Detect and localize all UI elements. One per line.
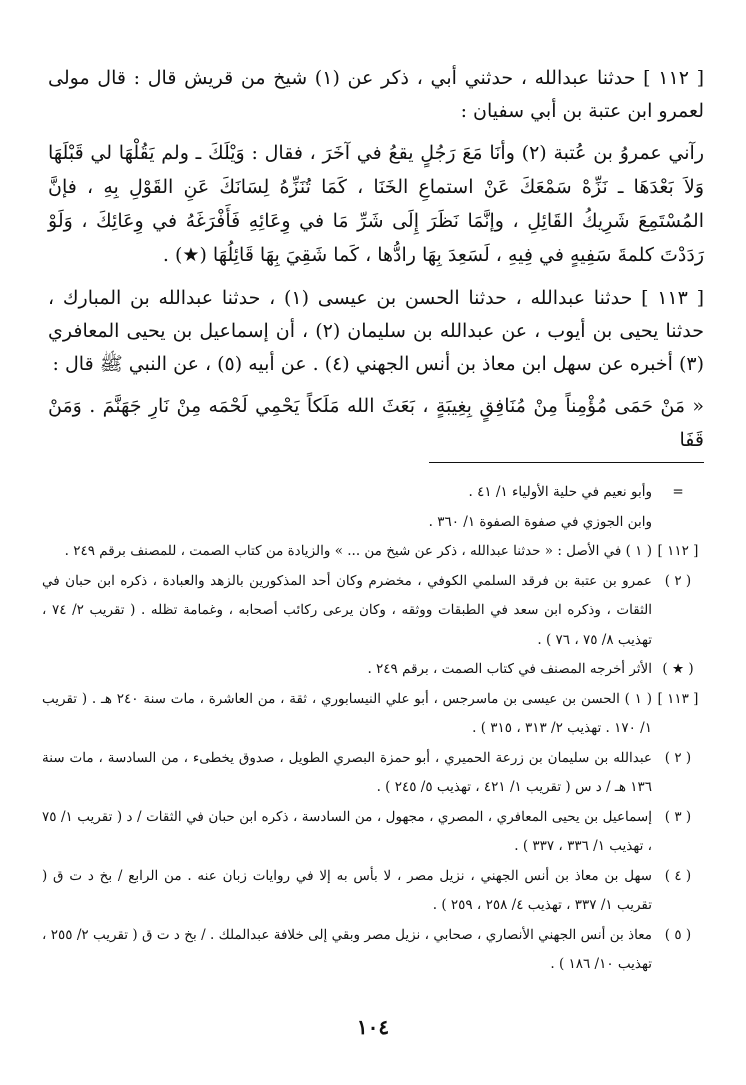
footnote-ref: ( ٤ ) <box>664 867 692 884</box>
narration-113: [ ١١٣ ] حدثنا عبدالله ، حدثنا الحسن بن عيسى (١) ، حدثنا عبدالله بن المبارك ، حدثنا يحيى بن أيوب ، عن عبدالله بن سليمان (٢) ، أن إسماعيل بن يحيى المعافري (٣) أخبره عن سهل ابن معاذ بن أنس الجهني (٤) . عن أبيه (٥) ، عن النبي ﷺ قال : <box>48 287 705 375</box>
footnote-ref: [ ١١٣ ] <box>657 690 699 707</box>
footnote-text: سهل بن معاذ بن أنس الجهني ، نزيل مصر ، لا بأس به إلا في روايات زبان عنه . من الرابع / بخ د ت ق ( تقريب ١/ ٣٣٧ ، تهذيب ٤/ ٢٥٨ ، ٢٥٩ ) . <box>42 867 652 913</box>
hadith-113: « مَنْ حَمَى مُؤْمِناً مِنْ مُنَافِقٍ بِغِيبَةٍ ، بَعَثَ الله مَلَكاً يَحْمِي لَحْمَه مِنْ نَارِ جَهَنَّمَ . وَمَنْ قَفَا <box>48 395 704 451</box>
footnote <box>42 744 704 803</box>
footnote <box>42 655 704 685</box>
footnotes <box>42 478 704 980</box>
footnote-ref: ( ٢ ) <box>664 749 692 766</box>
quote-112: رآني عمروُ بن عُتبة (٢) وأنَا مَعَ رَجُلٍ يقعُ في آخَرَ ، فقال : وَيْلَكَ ـ ولم يَقُلْهَا لي قَبْلَهَا وَلاَ بَعْدَهَا ـ نَزِّهْ سَمْعَكَ عَنْ استماعِ الخَنَا ، كَمَا تُنَزِّهُ لِسَانَكَ عَنِ القَوْلِ بِهِ ، فإنَّ المُسْتَمِعَ شَرِيكُ القَائِلِ ، وإنَّمَا نَظَرَ إِلَى شَرِّ مَا في وِعَائِهِ فَأَفْرَغَهُ في وِعَائِكَ ، وَلَوْ رَدَدْتَ كلمةَ سَفِيهٍ في فِيهِ ، لَسَعِدَ بِهَا رادُّها ، كَما شَقِيَ بِهَا قَائِلُهَا (★) . <box>48 142 705 266</box>
page-number: ١٠٤ <box>356 1015 390 1039</box>
footnote-text: إسماعيل بن يحيى المعافري ، المصري ، مجهول ، من السادسة ، ذكره ابن حبان في الثقات / د ( تقريب ١/ ٧٥ ، تهذيب ١/ ٣٣٦ ، ٣٣٧ ) . <box>42 808 652 854</box>
footnote-text: معاذ بن أنس الجهني الأنصاري ، صحابي ، نزيل مصر وبقي إلى خلافة عبدالملك . / بخ د ت ق ( تقريب ٢/ ٢٥٥ ، تهذيب ١٠/ ١٨٦ ) . <box>42 926 652 972</box>
footnote <box>42 508 704 538</box>
footnote <box>42 685 704 744</box>
footnote-ref: ( ٢ ) <box>664 572 692 589</box>
footnote-text: الأثر أخرجه المصنف في كتاب الصمت ، برقم ٢٤٩ . <box>367 661 652 677</box>
footnote-ref: = <box>672 484 684 500</box>
footnote-text: ( ١ ) الحسن بن عيسى بن ماسرجس ، أبو علي النيسابوري ، ثقة ، من العاشرة ، مات سنة ٢٤٠ هـ . ( تقريب ١/ ١٧٠ . تهذيب ٢/ ٣١٣ ، ٣١٥ ) . <box>42 690 652 736</box>
narration-112: [ ١١٢ ] حدثنا عبدالله ، حدثني أبي ، ذكر عن (١) شيخ من قريش قال : قال مولى لعمرو ابن عتبة بن أبي سفيان : <box>48 67 705 122</box>
footnote-text: ( ١ ) في الأصل : « حدثنا عبدالله ، ذكر عن شيخ من ... » والزيادة من كتاب الصمت ، للمصنف برقم ٢٤٩ . <box>64 543 652 559</box>
footnote-text: عبدالله بن سليمان بن زرعة الحميري ، أبو حمزة البصري الطويل ، صدوق يخطىء ، من السادسة ، مات سنة ١٣٦ هـ / د س ( تقريب ١/ ٤٢١ ، تهذيب ٥/ ٢٤٥ ) . <box>42 749 652 795</box>
footnote <box>42 803 704 862</box>
footnote-text: عمرو بن عتبة بن فرقد السلمي الكوفي ، مخضرم وكان أحد المذكورين بالزهد والعبادة ، ذكره ابن حبان في الثقات ، وذكره ابن سعد في الطبقات ووثقه ، وكان يرعى ركائب أصحابه ، وغمامة تظله . ( تقريب ٢/ ٧٤ ، تهذيب ٨/ ٧٥ ، ٧٦ ) . <box>42 572 653 648</box>
footnote-ref: [ ١١٢ ] <box>657 543 699 559</box>
footnote-text: وأبو نعيم في حلية الأولياء ١/ ٤١ . <box>468 484 652 500</box>
footnote-ref: ( ٣ ) <box>664 808 692 825</box>
footnote <box>42 537 704 567</box>
footnote-ref: ( ★ ) <box>662 661 694 677</box>
footnote <box>42 921 704 980</box>
footnote <box>42 862 704 921</box>
footnote-ref: ( ٥ ) <box>664 926 692 943</box>
footnote <box>42 478 704 508</box>
footnote-text: وابن الجوزي في صفوة الصفوة ١/ ٣٦٠ . <box>428 513 652 530</box>
main-text <box>48 62 704 467</box>
footnote <box>42 567 704 656</box>
footnote-divider <box>429 462 704 463</box>
